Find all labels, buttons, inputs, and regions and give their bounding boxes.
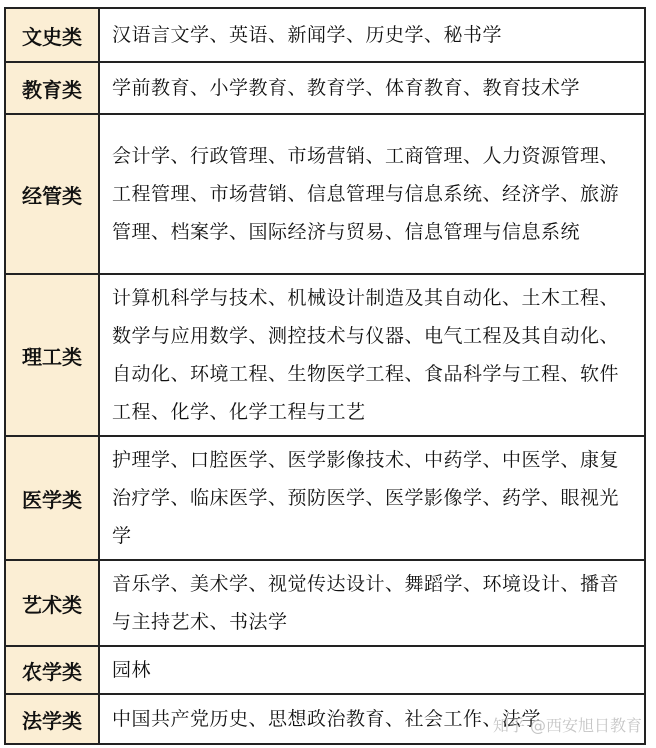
- major-table-container: [4, 7, 646, 739]
- table-row: [5, 62, 645, 114]
- majors-cell: 中国共产党历史、思想政治教育、社会工作、法学: [99, 694, 645, 744]
- majors-cell: 计算机科学与技术、机械设计制造及其自动化、土木工程、数学与应用数学、测控技术与仪器、电气工程及其自动化、自动化、环境工程、生物医学工程、食品科学与工程、软件工程、化学、化学工程与工艺: [99, 274, 645, 436]
- table-row: [5, 274, 645, 436]
- table-row: [5, 646, 645, 694]
- table-row: [5, 560, 645, 646]
- category-cell: 法学类: [5, 694, 99, 744]
- category-cell: 农学类: [5, 646, 99, 694]
- majors-cell: 音乐学、美术学、视觉传达设计、舞蹈学、环境设计、播音与主持艺术、书法学: [99, 560, 645, 646]
- category-cell: 艺术类: [5, 560, 99, 646]
- majors-cell: 护理学、口腔医学、医学影像技术、中药学、中医学、康复治疗学、临床医学、预防医学、医学影像学、药学、眼视光学: [99, 436, 645, 560]
- category-cell: 文史类: [5, 8, 99, 62]
- majors-cell: 汉语言文学、英语、新闻学、历史学、秘书学: [99, 8, 645, 62]
- majors-cell: 学前教育、小学教育、教育学、体育教育、教育技术学: [99, 62, 645, 114]
- major-category-table: [4, 7, 646, 745]
- category-cell: 教育类: [5, 62, 99, 114]
- category-cell: 经管类: [5, 114, 99, 274]
- table-row: [5, 114, 645, 274]
- category-cell: 医学类: [5, 436, 99, 560]
- category-cell: 理工类: [5, 274, 99, 436]
- table-row: [5, 436, 645, 560]
- majors-cell: 园林: [99, 646, 645, 694]
- watermark: 知乎 @西安旭日教育: [492, 716, 642, 735]
- majors-cell: 会计学、行政管理、市场营销、工商管理、人力资源管理、工程管理、市场营销、信息管理与信息系统、经济学、旅游管理、档案学、国际经济与贸易、信息管理与信息系统: [99, 114, 645, 274]
- table-row: [5, 8, 645, 62]
